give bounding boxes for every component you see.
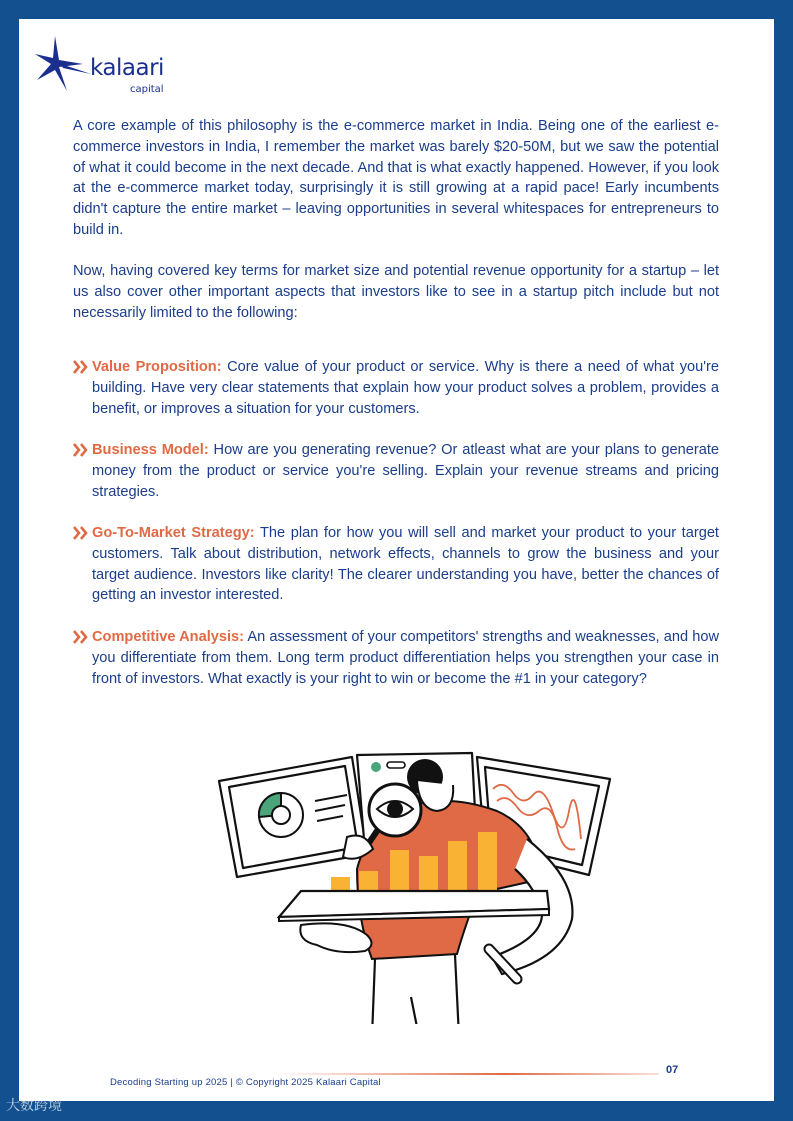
logo-wordmark: kalaari	[90, 55, 164, 81]
bullet-body: How are you generating revenue? Or atleast what are your plans to generate money from the product or service you're selling. Explain your revenue streams and pricing strategies.	[92, 442, 719, 500]
kalaari-logo	[33, 34, 164, 95]
intro-paragraph-1: A core example of this philosophy is the e-commerce market in India. Being one of the earliest e-commerce investors in India, I remember the market was barely $20-50M, but we saw the potential of what it could become in the next decade. And that is what exactly happened. However, if you look at the e-commerce market today, surprisingly it is still growing at a rapid pace! Early incumbents didn't capture the entire market – leaving opportunities in several whitespaces for entrepreneurs to build in.	[73, 118, 719, 238]
page-number: 07	[666, 1064, 679, 1076]
page	[19, 19, 774, 1101]
double-chevron-icon	[73, 360, 88, 374]
footer-divider	[274, 1073, 659, 1075]
star-logo-icon	[33, 34, 93, 94]
bullet-body: The plan for how you will sell and market your product to your target customers. Talk about distribution, network effects, channels to grow the business and your target audience. Investors like clarity! The clearer understanding you have, better the chances of getting an investor interested.	[92, 525, 719, 604]
bullet-body: An assessment of your competitors' strengths and weaknesses, and how you differentiate from them. Long term product differentiation helps you strengthen your case in front of investors. What exactly is your right to win or become the #1 in your category?	[92, 629, 719, 687]
watermark-text: 大数跨境	[6, 1097, 62, 1113]
bullet-title: Value Proposition:	[92, 359, 222, 375]
bullet-title: Go-To-Market Strategy:	[92, 525, 255, 541]
double-chevron-icon	[73, 526, 88, 540]
logo-subtitle: capital	[130, 84, 164, 95]
bullet-competitive-analysis	[73, 627, 719, 689]
double-chevron-icon	[73, 443, 88, 457]
bullet-business-model	[73, 440, 719, 502]
bullet-go-to-market	[73, 523, 719, 606]
bullet-value-proposition	[73, 357, 719, 419]
intro-paragraph-2: Now, having covered key terms for market size and potential revenue opportunity for a startup – let us also cover other important aspects that investors like to see in a startup pitch include but not necessarily limited to the following:	[73, 263, 719, 321]
double-chevron-icon	[73, 630, 88, 644]
bullet-title: Competitive Analysis:	[92, 629, 245, 645]
bullet-body: Core value of your product or service. Why is there a need of what you're building. Have very clear statements that explain how your product solves a problem, provides a benefit, or improves a situation for your customers.	[92, 359, 720, 417]
analyst-illustration	[197, 719, 617, 1024]
footer-copyright: Decoding Starting up 2025 | © Copyright 2025 Kalaari Capital	[110, 1077, 381, 1088]
bullet-title: Business Model:	[92, 442, 209, 458]
